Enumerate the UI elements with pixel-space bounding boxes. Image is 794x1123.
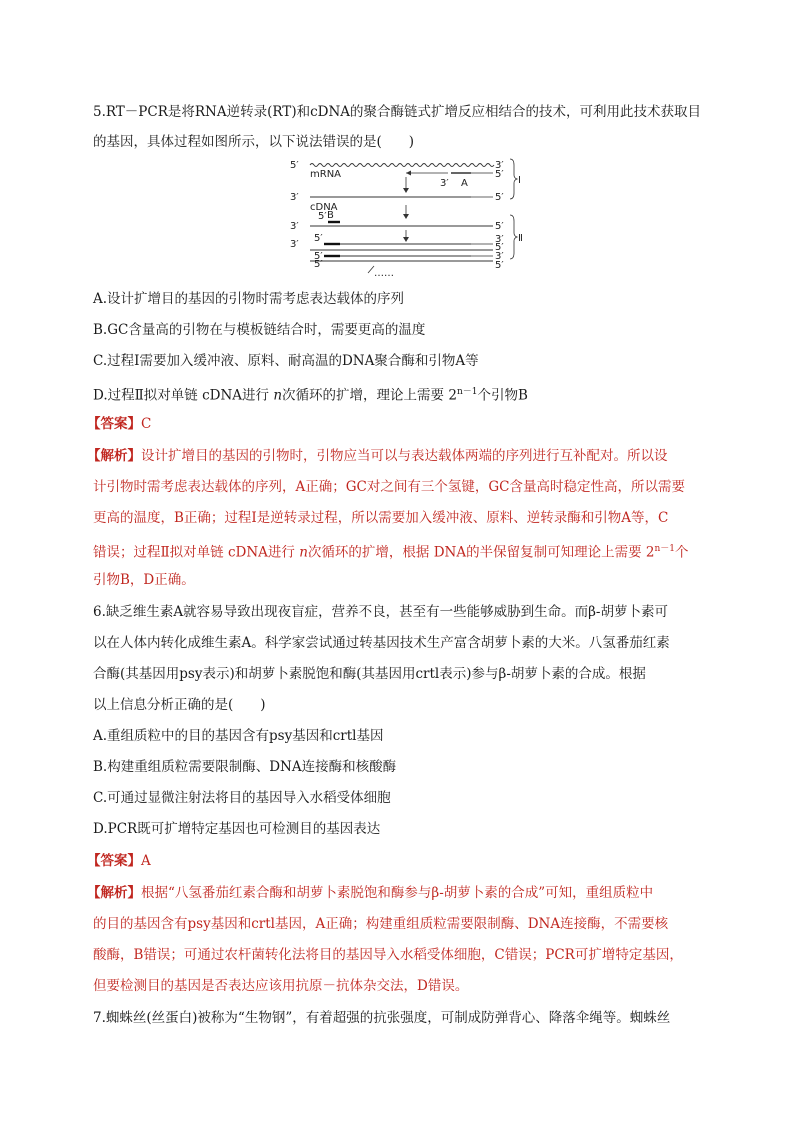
template-5prime: 5′ (495, 221, 504, 232)
primer-a-3prime: 3′ (440, 178, 449, 189)
stage-1-label: Ⅰ (518, 175, 521, 186)
q5-option-c: C.过程Ⅰ需要加入缓冲液、原料、耐高温的DNA聚合酶和引物A等 (93, 353, 479, 369)
q5-option-d (93, 382, 528, 406)
q5-analysis-4-post: 个 (675, 544, 689, 561)
q6-option-c: C.可通过显微注射法将目的基因导入水稻受体细胞 (93, 790, 391, 806)
q6-option-a: A.重组质粒中的目的基因含有psy基因和crtl基因 (93, 728, 384, 744)
cdna-5prime: 5′ (495, 192, 504, 203)
primer-a-label: A (461, 178, 468, 189)
q6-analysis-text-1: 根据“八氢番茄红素合酶和胡萝卜素脱饱和酶参与β-胡萝卜素的合成”可知，重组质粒中 (141, 885, 654, 901)
q6-stem-line1: 6.缺乏维生素A就容易导致出现夜盲症，营养不良，甚至有一些能够威胁到生命。而β-胡萝卜素可 (93, 604, 668, 620)
rt-pcr-diagram (288, 155, 528, 280)
template-3prime: 3′ (290, 221, 299, 232)
q5-stem-line2: 的基因，具体过程如图所示，以下说法错误的是( ) (93, 134, 415, 150)
q5-analysis-line1 (87, 446, 668, 466)
q6-analysis-tag: 【解析】 (87, 885, 141, 901)
cdna-3prime: 3′ (290, 192, 299, 203)
q5-analysis-line3: 更高的温度，B正确；过程Ⅰ是逆转录过程，所以需要加入缓冲液、原料、逆转录酶和引物A等，C (93, 510, 669, 526)
mrna-3prime: 3′ (495, 160, 504, 171)
primer-b-label: B (327, 210, 334, 221)
q5-option-b: B.GC含量高的引物在与模板链结合时，需要更高的温度 (93, 322, 426, 338)
down-arrowhead-2 (403, 214, 409, 219)
q5-stem-line1: 5.RT－PCR是将RNA逆转录(RT)和cDNA的聚合酶链式扩增反应相结合的技术，可利用此技术获取目 (93, 104, 702, 120)
mrna-5prime: 5′ (290, 160, 299, 171)
q5-analysis-line2: 计引物时需考虑表达载体的序列，A正确；GC对之间有三个氢键，GC含量高时稳定性高，所以需要 (93, 479, 685, 495)
q6-stem-line2: 以在人体内转化成维生素A。科学家尝试通过转基因技术生产富含胡萝卜素的大米。八氢番茄红素 (93, 635, 670, 651)
q5-analysis-line5: 引物B，D正确。 (93, 572, 195, 588)
q6-option-b: B.构建重组质粒需要限制酶、DNA连接酶和核酸酶 (93, 759, 397, 775)
q5-answer-tag: 【答案】 (87, 416, 141, 432)
down-arrowhead-1 (403, 188, 409, 193)
q5-option-d-sup: n－1 (456, 387, 478, 397)
q5-option-d-n: n (273, 387, 283, 404)
q5-option-d-mid: 次循环的扩增，理论上需要 2 (282, 387, 457, 404)
q5-analysis-4-mid: 次循环的扩增，根据 DNA的半保留复制可知理论上需要 2 (307, 544, 655, 561)
mrna-strand (310, 164, 494, 167)
continuation-dots: …… (374, 268, 394, 279)
q6-stem-line4: 以上信息分析正确的是( ) (93, 697, 266, 713)
primer-b-5prime: 5′ (318, 211, 327, 222)
q6-option-d: D.PCR既可扩增特定基因也可检测目的基因表达 (93, 821, 381, 837)
bracket-stage-2 (510, 215, 517, 259)
q6-analysis-line3: 酸酶，B错误；可通过农杆菌转化法将目的基因导入水稻受体细胞，C错误；PCR可扩增特定基因， (93, 947, 683, 963)
q5-answer (87, 414, 151, 434)
q5-analysis-text-1: 设计扩增目的基因的引物时，引物应当可以与表达载体两端的序列进行互补配对。所以设 (141, 448, 668, 464)
q5-analysis-4-pre: 错误；过程Ⅱ拟对单链 cDNA进行 (93, 544, 300, 561)
cdna-label: cDNA (310, 202, 338, 213)
q6-analysis-line2: 的目的基因含有psy基因和crtl基因，A正确；构建重组质粒需要限制酶、DNA连接酶，不需要核 (93, 916, 669, 932)
stage-2-label: Ⅱ (518, 233, 523, 244)
q6-answer-tag: 【答案】 (87, 853, 141, 869)
q5-analysis-tag: 【解析】 (87, 448, 141, 464)
amp-5prime-right-2: 5′ (495, 260, 504, 271)
q5-analysis-line4 (93, 539, 689, 563)
amp-3prime-right-2: 3′ (495, 251, 504, 262)
bracket-stage-1 (510, 159, 517, 199)
q7-stem-line1: 7.蜘蛛丝(丝蛋白)被称为“生物钢”，有着超强的抗张强度，可制成防弹背心、降落伞绳等。蜘蛛丝 (93, 1010, 671, 1026)
mrna-label: mRNA (310, 169, 342, 180)
q5-answer-value: C (141, 416, 152, 432)
q6-stem-line3: 合酶(其基因用psy表示)和胡萝卜素脱饱和酶(其基因用crtl表示)参与β-胡萝卜素的合成。根据 (93, 666, 646, 682)
q6-answer-value: A (141, 853, 151, 869)
amp-5prime-right-1: 5′ (495, 242, 504, 253)
q5-option-d-pre: D.过程Ⅱ拟对单链 cDNA进行 (93, 387, 274, 404)
q5-analysis-4-n: n (299, 544, 308, 561)
q5-option-d-post: 个引物B (477, 387, 528, 404)
amp-3prime-1: 3′ (290, 239, 299, 250)
down-arrowhead-3 (403, 237, 409, 242)
amp-5prime-3: 5′ (314, 259, 323, 270)
amp-3prime-right-1: 3′ (495, 234, 504, 245)
q6-answer (87, 851, 151, 871)
extension-arrowhead-1 (406, 171, 411, 176)
q6-analysis-line4: 但要检测目的基因是否表达应该用抗原－抗体杂交法，D错误。 (93, 978, 469, 994)
q5-analysis-4-sup: n－1 (654, 544, 676, 554)
primer-a-5prime: 5′ (495, 169, 504, 180)
q6-analysis-line1 (87, 883, 653, 903)
amp-5prime-1: 5′ (314, 233, 323, 244)
q5-option-a: A.设计扩增目的基因的引物时需考虑表达载体的序列 (93, 291, 405, 307)
amp-5prime-2: 5′ (314, 251, 323, 262)
